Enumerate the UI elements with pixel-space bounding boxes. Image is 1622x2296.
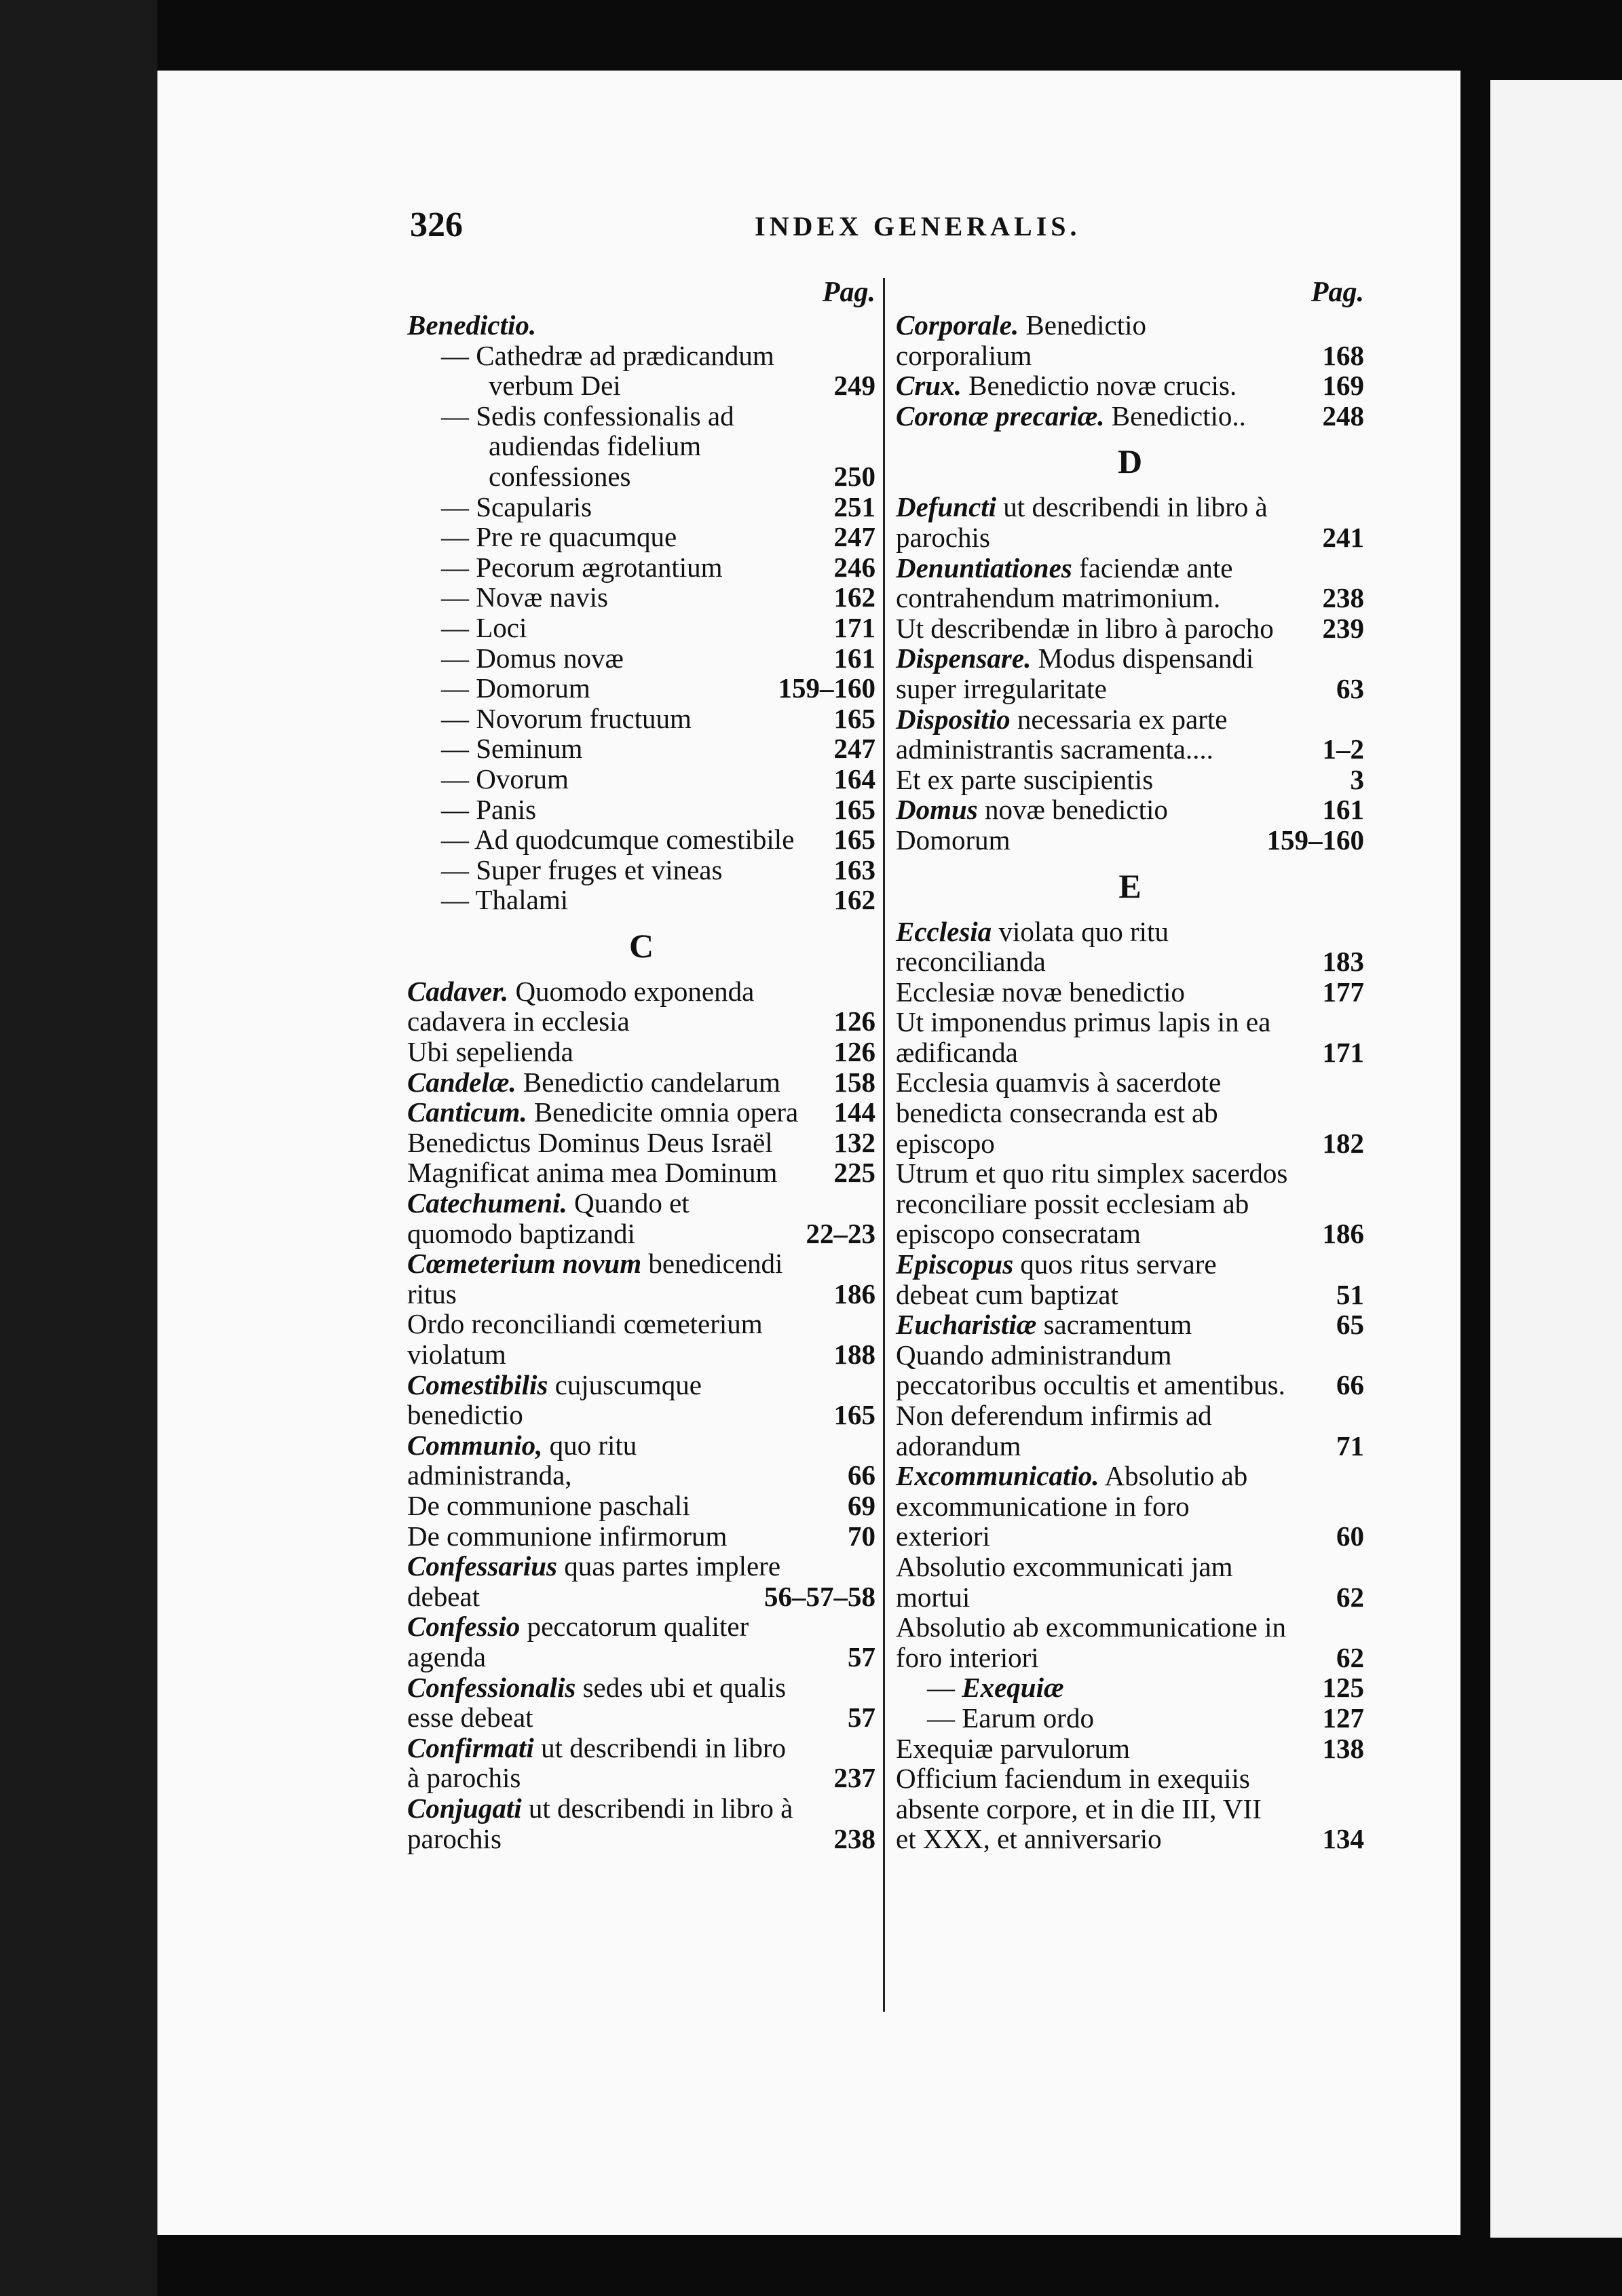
index-entry [896, 704, 1364, 765]
entry-body: — Panis [441, 793, 537, 825]
page-reference: 188 [833, 1339, 875, 1370]
index-entry [407, 552, 875, 583]
entry-body: Absolutio excommunicati jam mortui [896, 1550, 1233, 1613]
page-reference: 3 [1350, 763, 1364, 795]
page-reference: 225 [833, 1157, 875, 1189]
index-entry [407, 1793, 875, 1854]
entry-text [896, 310, 1364, 370]
index-entry [407, 1067, 875, 1098]
page-reference: 70 [848, 1520, 875, 1552]
entry-body: — Pecorum ægrotantium [441, 551, 723, 583]
index-entry [896, 1763, 1364, 1854]
entry-text [896, 1734, 1364, 1764]
entry-heading: Confessarius [407, 1550, 558, 1582]
entry-text [407, 310, 875, 341]
entry-heading: Canticum. [407, 1096, 527, 1128]
page-reference: 237 [833, 1762, 875, 1794]
entry-text [407, 885, 875, 915]
entry-body: cujuscumque benedictio [407, 1369, 702, 1431]
entry-text [896, 553, 1364, 613]
page-reference: 159–160 [778, 672, 875, 704]
entry-body: Ecclesiæ novæ benedictio [896, 976, 1185, 1008]
page-reference: 163 [833, 854, 875, 885]
index-entry [896, 1672, 1364, 1703]
index-entry [896, 492, 1364, 552]
entry-text [896, 1672, 1364, 1703]
entry-body: Ut describendæ in libro à parocho [896, 612, 1274, 644]
entry-heading: Eucharistiæ [896, 1309, 1037, 1341]
entry-body: novæ benedictio [977, 794, 1168, 826]
entry-text [407, 1188, 875, 1248]
entry-text [896, 370, 1364, 401]
entry-heading: Confessionalis [407, 1671, 576, 1703]
page-reference: 247 [833, 733, 875, 765]
page-reference: 134 [1322, 1823, 1364, 1855]
entry-body: benedicendi ritus [407, 1248, 783, 1309]
page-reference: 186 [833, 1278, 875, 1309]
entry-body: Benedictio.. [1104, 400, 1246, 432]
entry-text [896, 1400, 1364, 1461]
entry-heading: Dispensare. [896, 643, 1032, 674]
page-reference: 161 [833, 642, 875, 674]
page-reference: 165 [833, 1399, 875, 1431]
index-entry [896, 1249, 1364, 1309]
entry-body: — Seminum [441, 733, 583, 765]
index-entry [407, 704, 875, 734]
index-column-left [407, 275, 875, 1854]
entry-body: Ecclesia quamvis à sacerdote benedicta consecranda est ab episcopo [896, 1067, 1222, 1159]
page-reference: 250 [833, 460, 875, 492]
page-reference: 159–160 [1266, 824, 1364, 856]
index-column-right [896, 275, 1364, 1854]
entry-heading: Conjugati [407, 1792, 522, 1824]
entry-text [407, 1309, 875, 1369]
index-entry [407, 976, 875, 1037]
index-entry [407, 824, 875, 855]
entry-text [896, 765, 1364, 795]
entry-body: Quando administrandum peccatoribus occultis et amentibus. [896, 1339, 1285, 1401]
entry-heading: Confessio [407, 1611, 521, 1643]
page-reference: 66 [848, 1459, 875, 1491]
page-reference: 57 [848, 1702, 875, 1734]
page-reference: 241 [1322, 521, 1364, 553]
page-reference: 169 [1322, 370, 1364, 402]
index-entry [407, 1188, 875, 1248]
column-divider [883, 278, 885, 2012]
entry-text [896, 613, 1364, 644]
entry-heading: Benedictio. [407, 309, 537, 341]
entry-body: Utrum et quo ritu simplex sacerdos reconciliare possit ecclesiam ab episcopo consecratam [896, 1157, 1288, 1250]
page-reference: 161 [1322, 794, 1364, 826]
index-entry [896, 553, 1364, 613]
index-entry [407, 1551, 875, 1611]
page-reference: 165 [833, 702, 875, 734]
page-reference: 165 [833, 824, 875, 856]
entry-text [407, 613, 875, 643]
entry-text [407, 1793, 875, 1854]
page-reference: 66 [1336, 1369, 1364, 1401]
entry-body: Quando et quomodo baptizandi [407, 1187, 690, 1249]
index-entry [407, 1611, 875, 1672]
page-reference: 51 [1336, 1278, 1364, 1310]
entry-heading: Cœmeterium novum [407, 1248, 642, 1280]
page-reference: 171 [833, 611, 875, 643]
entry-heading: Comestibilis [407, 1369, 548, 1400]
entry-body: — Earum ordo [927, 1702, 1094, 1734]
entry-text [896, 917, 1364, 977]
entry-body: — Super fruges et vineas [441, 854, 723, 885]
entry-text [407, 855, 875, 885]
page-reference: 249 [833, 370, 875, 402]
page-reference: 248 [1322, 400, 1364, 432]
page-reference: 162 [833, 581, 875, 613]
entry-text [896, 1249, 1364, 1309]
page-reference: 69 [848, 1489, 875, 1521]
entry-text [407, 824, 875, 855]
entry-heading: Coronæ precariæ. [896, 400, 1105, 432]
entry-text [407, 1067, 875, 1098]
entry-body: — Ad quodcumque comestibile [441, 824, 795, 856]
entry-heading: Candelæ. [407, 1066, 516, 1098]
entry-text [896, 401, 1364, 432]
page-reference: 183 [1322, 946, 1364, 978]
index-list-left [407, 310, 875, 1854]
index-entry [896, 1158, 1364, 1249]
index-entry [407, 795, 875, 825]
page-reference: 186 [1322, 1218, 1364, 1250]
entry-text [896, 1703, 1364, 1734]
entry-body: Non deferendum infirmis ad adorandum [896, 1400, 1212, 1461]
entry-body: quos ritus servare debeat cum baptizat [896, 1248, 1217, 1310]
section-letter: D [1117, 442, 1143, 481]
page-reference: 238 [1322, 582, 1364, 614]
index-entry [896, 1400, 1364, 1461]
index-entry [407, 310, 875, 341]
entry-heading: Cadaver. [407, 975, 509, 1007]
entry-text [407, 1370, 875, 1430]
index-entry [407, 1097, 875, 1128]
index-entry [407, 522, 875, 552]
entry-body: necessaria ex parte administrantis sacramenta.... [896, 703, 1228, 765]
entry-body: — Ovorum [441, 763, 569, 795]
index-entry [896, 401, 1364, 432]
entry-body: Ut imponendus primus lapis in ea ædificanda [896, 1006, 1271, 1068]
running-title: INDEX GENERALIS. [755, 211, 1081, 242]
index-entry [407, 1370, 875, 1430]
index-entry [896, 1734, 1364, 1764]
scan-border-left [0, 0, 157, 2296]
page-reference: 57 [848, 1641, 875, 1672]
page-reference: 126 [833, 1006, 875, 1037]
page-reference: 144 [833, 1096, 875, 1128]
index-entry [896, 643, 1364, 704]
entry-body: Ubi sepelienda [407, 1036, 573, 1068]
entry-body: — Cathedræ ad prædicandum verbum Dei [441, 339, 774, 402]
pag-label: Pag. [1310, 277, 1364, 308]
entry-body: Benedictio novæ crucis. [961, 370, 1237, 402]
index-entry [896, 613, 1364, 644]
entry-heading: Excommunicatio. [896, 1460, 1099, 1492]
index-entry [407, 1037, 875, 1067]
page-reference: 251 [833, 491, 875, 522]
page-reference: 60 [1336, 1520, 1364, 1552]
index-entry [407, 673, 875, 704]
entry-body: — Scapularis [441, 491, 592, 522]
index-entry [407, 492, 875, 522]
index-entry [896, 1461, 1364, 1552]
page-reference: 246 [833, 551, 875, 583]
entry-heading: Defuncti [896, 491, 997, 523]
page-reference: 239 [1322, 612, 1364, 644]
entry-text [407, 492, 875, 522]
page-reference: 127 [1322, 1702, 1364, 1734]
entry-body: Benedictus Dominus Deus Israël [407, 1126, 773, 1158]
entry-heading: Confirmati [407, 1731, 534, 1763]
page-reference: 182 [1322, 1127, 1364, 1159]
entry-text [896, 795, 1364, 825]
entry-body: faciendæ ante contrahendum matrimonium. [896, 552, 1233, 614]
page-reference: 165 [833, 793, 875, 825]
entry-text [407, 522, 875, 552]
index-entry [407, 1430, 875, 1491]
index-entry [407, 1491, 875, 1521]
entry-text [407, 643, 875, 674]
index-entry [407, 1309, 875, 1369]
entry-body: — Loci [441, 611, 527, 643]
entry-body: — Novæ navis [441, 581, 608, 613]
pag-label: Pag. [822, 277, 875, 308]
index-entry [407, 1157, 875, 1188]
entry-text [407, 1672, 875, 1733]
entry-text [896, 1340, 1364, 1400]
entry-body: sedes ubi et qualis esse debeat [407, 1671, 787, 1734]
index-entry [896, 1552, 1364, 1612]
entry-body: Benedicite omnia opera [527, 1096, 799, 1128]
entry-text [896, 977, 1364, 1008]
page-reference: 177 [1322, 976, 1364, 1008]
index-entry [896, 1703, 1364, 1734]
section-letter: E [1118, 866, 1142, 905]
entry-body: Exequiæ parvulorum [896, 1732, 1131, 1764]
entry-body: — Novorum fructuum [441, 702, 692, 734]
entry-heading: Communio, [407, 1429, 543, 1461]
index-entry [896, 825, 1364, 856]
entry-heading: Catechumeni. [407, 1187, 567, 1219]
entry-body: — Domorum [441, 672, 590, 704]
adjacent-page-edge [1490, 80, 1622, 2238]
page-reference: 162 [833, 884, 875, 916]
index-entry [407, 855, 875, 885]
index-entry [407, 733, 875, 764]
entry-body: Benedictio candelarum [516, 1066, 780, 1098]
entry-body: ut describendi in libro à parochis [896, 491, 1268, 553]
entry-text [896, 1552, 1364, 1612]
entry-body: ut describendi in libro à parochis [407, 1792, 793, 1854]
entry-body: — Domus novæ [441, 642, 624, 674]
entry-heading: Ecclesia [896, 915, 992, 947]
entry-body: ut describendi in libro à parochis [407, 1731, 787, 1794]
entry-text [407, 1157, 875, 1188]
entry-body: De communione paschali [407, 1489, 690, 1521]
entry-body: quo ritu administranda, [407, 1429, 637, 1491]
page-reference: 62 [1336, 1581, 1364, 1613]
index-entry [407, 764, 875, 795]
entry-body: De communione infirmorum [407, 1520, 728, 1552]
page-reference: 238 [833, 1822, 875, 1854]
entry-text [896, 643, 1364, 704]
entry-body: — Pre re quacumque [441, 521, 677, 553]
entry-body: Ordo reconciliandi cœmeterium violatum [407, 1308, 763, 1370]
page-reference: 1–2 [1322, 733, 1364, 765]
entry-text [407, 1037, 875, 1067]
entry-text [407, 1733, 875, 1793]
entry-body: Et ex parte suscipientis [896, 763, 1154, 795]
entry-text [407, 976, 875, 1037]
entry-text [896, 1612, 1364, 1672]
entry-text [407, 582, 875, 613]
page-reference: 132 [833, 1126, 875, 1158]
page-reference: 65 [1336, 1309, 1364, 1341]
index-entry [896, 1340, 1364, 1400]
entry-heading: Domus [896, 794, 978, 826]
page-reference: 22–23 [806, 1217, 875, 1249]
index-entry [407, 1128, 875, 1158]
page-reference: 56–57–58 [764, 1580, 875, 1612]
entry-text [407, 764, 875, 795]
index-entry [407, 1733, 875, 1793]
index-entry [896, 1067, 1364, 1158]
page-reference: 125 [1322, 1672, 1364, 1704]
entry-heading: Dispositio [896, 703, 1011, 735]
entry-heading: Episcopus [896, 1248, 1014, 1280]
index-entry [407, 643, 875, 674]
entry-text [407, 704, 875, 734]
entry-body: violata quo ritu reconcilianda [896, 915, 1169, 978]
entry-text [896, 704, 1364, 765]
index-list-right [896, 310, 1364, 1854]
page-reference: 71 [1336, 1430, 1364, 1461]
index-entry [896, 765, 1364, 795]
entry-heading: Exequiæ [962, 1672, 1064, 1704]
page-reference: 171 [1322, 1036, 1364, 1068]
entry-text [896, 1461, 1364, 1552]
entry-text [896, 1158, 1364, 1249]
index-entry [896, 1309, 1364, 1340]
entry-body: quas partes implere debeat [407, 1550, 781, 1612]
entry-text [407, 1097, 875, 1128]
page-reference: 138 [1322, 1732, 1364, 1764]
entry-text [407, 733, 875, 764]
entry-body: Absolutio ab excommunicatione in foro exteriori [896, 1460, 1248, 1552]
page-reference: 158 [833, 1066, 875, 1098]
entry-text [407, 341, 875, 401]
index-entry [407, 401, 875, 492]
index-entry [407, 1672, 875, 1733]
entry-text [407, 1521, 875, 1552]
entry-text [896, 1007, 1364, 1067]
index-entry [407, 582, 875, 613]
entry-body: Modus dispensandi super irregularitate [896, 643, 1254, 704]
index-entry [896, 370, 1364, 401]
entry-body: sacramentum [1036, 1309, 1192, 1341]
index-entry [896, 917, 1364, 977]
entry-body: — [927, 1672, 962, 1704]
page-reference: 63 [1336, 672, 1364, 704]
page-reference: 62 [1336, 1641, 1364, 1673]
entry-body: Magnificat anima mea Dominum [407, 1157, 778, 1189]
entry-text [407, 1491, 875, 1521]
index-entry [896, 977, 1364, 1008]
index-entry [407, 341, 875, 401]
entry-text [896, 1309, 1364, 1340]
section-letter: C [628, 926, 654, 965]
entry-text [407, 1611, 875, 1672]
entry-text [407, 401, 875, 492]
entry-heading: Crux. [896, 370, 962, 402]
entry-body: Quomodo exponenda cadavera in ecclesia [407, 975, 755, 1037]
index-entry [407, 613, 875, 643]
page-reference: 164 [833, 763, 875, 795]
index-entry [896, 1007, 1364, 1067]
index-entry [407, 885, 875, 915]
entry-body: — Thalami [441, 884, 569, 916]
entry-text [407, 795, 875, 825]
entry-text [407, 1128, 875, 1158]
entry-body: Benedictio corporalium [896, 309, 1146, 371]
entry-body: peccatorum qualiter agenda [407, 1611, 749, 1672]
index-entry [407, 1521, 875, 1552]
index-entry [407, 1248, 875, 1309]
entry-body: Officium faciendum in exequiis absente corpore, et in die III, VII et XXX, et anniversario [896, 1763, 1262, 1855]
page-reference: 126 [833, 1036, 875, 1068]
index-entry [896, 310, 1364, 370]
index-entry [896, 795, 1364, 825]
entry-text [407, 552, 875, 583]
entry-text [896, 492, 1364, 552]
entry-body: Domorum [896, 824, 1011, 856]
entry-heading: Corporale. [896, 309, 1019, 341]
entry-text [407, 1248, 875, 1309]
entry-text [896, 1067, 1364, 1158]
entry-heading: Denuntiationes [896, 552, 1072, 583]
entry-text [407, 1430, 875, 1491]
index-entry [896, 1612, 1364, 1672]
entry-text [896, 1763, 1364, 1854]
page-reference: 168 [1322, 339, 1364, 371]
page-reference: 247 [833, 521, 875, 553]
page-number: 326 [410, 206, 463, 244]
entry-body: Absolutio ab excommunicatione in foro interiori [896, 1611, 1287, 1673]
entry-body: — Sedis confessionalis ad audiendas fidelium confessiones [441, 400, 734, 492]
